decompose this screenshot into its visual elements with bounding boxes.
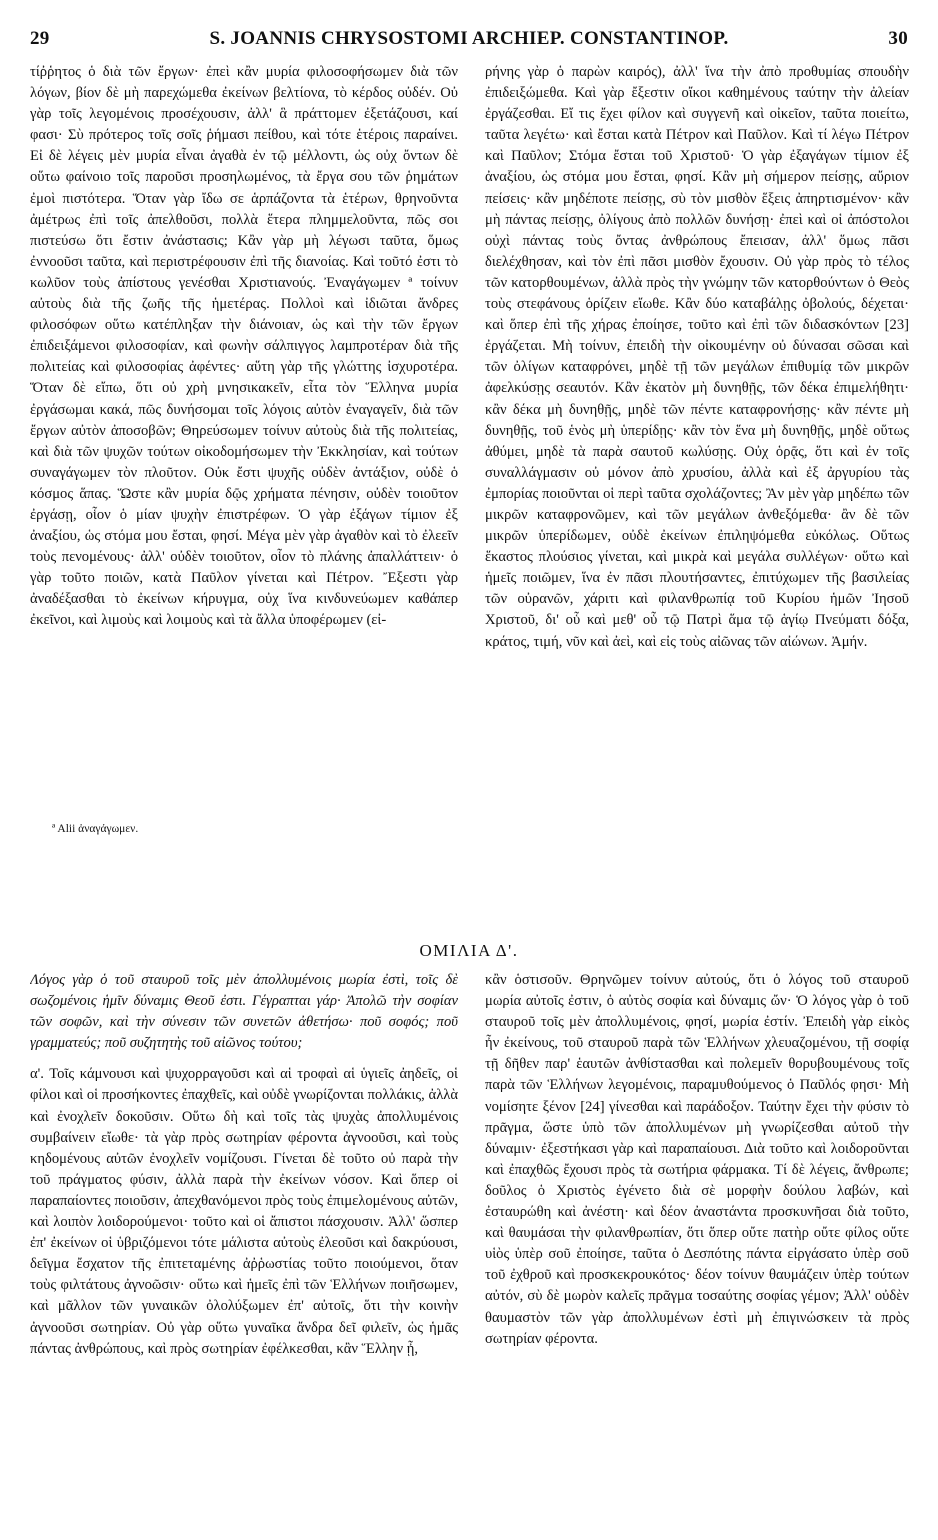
paragraph-text: τίῤῥητος ὁ διὰ τῶν ἔργων· ἐπεὶ κἂν μυρία φιλοσοφήσωμεν διὰ τῶν λόγων, βίον δὲ μὴ παρεχώμεθα ἐκείνων βελτίονα, τὸ κέρδος οὐδέν. Οὐ γὰρ τοῖς λεγομένοις προσέχουσιν, ἀλλ' ἃ πράττομεν ἐξετάζουσι, καί φασι· Σὺ πρότερος τοῖς σοῖς ῥήμασι πείθου, καὶ τότε ἑτέροις παραίνει. Εἰ δὲ λέγεις μὲν μυρία εἶναι ἀγαθὰ ἐν τῷ μέλλοντι, ὡς οὐχ ὄντων δὲ οὕτω φαίνοιο τοῖς παροῦσι προσηλωμένος, τὰ ἔργα σου τῶν ῥημάτων ἐμοὶ πιστότερα. Ὅταν γὰρ ἴδω σε ἁρπάζοντα τὰ ἑτέρων, θρηνοῦντα ἀμέτρως ἐπὶ τοῖς ἀπελθοῦσι, πολλὰ ἕτερα πλημμελοῦντα, πῶς σοι πιστεύσω ὅτι ἔστιν ἀνάστασις; Κἂν γὰρ μὴ λέγωσι ταῦτα, ὅμως ἐννοοῦσι ταῦτα, καὶ περιστρέφουσιν ἐπὶ τῆς διανοίας. Καὶ τοῦτό ἐστι τὸ κωλῦον τοὺς ἀπίστους γενέσθαι Χριστιανούς. Ἐναγάγωμεν ª τοίνυν αὐτοὺς διὰ τῆς ζωῆς τῆς ἡμετέρας. Πολλοὶ καὶ ἰδιῶται ἄνδρες φιλοσόφων οὕτω κατέπληξαν τὴν διάνοιαν, ὡς καὶ τὴν τῶν ἔργων ἐπιδειξάμενοι φιλοσοφίαν, καὶ φωνὴν σάλπιγγος λαμπροτέραν διὰ τῆς πολιτείας καὶ φιλοσοφίας ἀφέντες· αὕτη γὰρ τῆς γλώττης ἰσχυροτέρα. Ὅταν δὲ εἴπω, ὅτι οὐ χρὴ μνησικακεῖν, εἶτα τὸν Ἕλληνα μυρία ἐργάσωμαι κακά, πῶς δυνήσομαι τοῖς λόγοις αὐτὸν ἐναγαγεῖν, διὰ τῶν ἔργων αὐτὸν ἀποσοβῶν; Θηρεύσωμεν τοίνυν αὐτοὺς διὰ τῆς πολιτείας, καὶ διὰ τῶν ψυχῶν τούτων οἰκοδομήσωμεν τὴν Ἐκκλησίαν, καὶ τούτων συναγάγωμεν τὸν πλοῦτον. Οὐκ ἔστι ψυχῆς οὐδὲν ἀντάξιον, οὐδὲ ὁ κόσμος ἅπας. Ὥστε κἂν μυρία δῷς χρήματα πένησιν, οὐδὲν τοιοῦτον ἐργάσῃ, οἷον ὁ μίαν ψυχὴν ἐπιστρέφων. Ὁ γὰρ ἐξάγων τίμιον ἐξ ἀναξίου, ὡς στόμα μου ἔσται, φησί. Μέγα μὲν γὰρ ἀγαθὸν καὶ τὸ ἐλεεῖν τοὺς πενομένους· ἀλλ' οὐδὲν τοιοῦτον, οἷον τὸ πλάνης ἀπαλλάττειν· ὁ γὰρ τοῦτο ποιῶν, κατὰ Παῦλον γίνεται καὶ Πέτρον. Ἔξεστι γὰρ ἀναδέξασθαι τὸ ἐκείνων κήρυγμα, οὐχ ἵνα κινδυνεύωμεν καθάπερ ἐκεῖνοι, καὶ λιμοὺς καὶ λοιμοὺς καὶ τὰ ἄλλα ὑποφέρωμεν (εἰ- [30, 64, 458, 629]
homily-title: ΟΜΙΛΙΑ Δ'. [419, 941, 519, 960]
paragraph-text: ρήνης γὰρ ὁ παρὼν καιρός), ἀλλ' ἵνα τὴν ἀπὸ προθυμίας σπουδὴν ἐπιδειξώμεθα. Καὶ γὰρ ἔξεστιν οἴκοι καθημένους ταύτην τὴν ἀλείαν ἐργάζεσθαι. Εἴ τις ἔχει φίλον καὶ συγγενῆ καὶ οἰκεῖον, ταῦτα ποιείτω, ταῦτα λεγέτω· καὶ ἔσται κατὰ Πέτρον καὶ Παῦλον. Καὶ τί λέγω Πέτρον καὶ Παῦλον; Στόμα ἔσται τοῦ Χριστοῦ· Ὁ γὰρ ἐξαγάγων τίμιον ἐξ ἀναξίου, ὡς στόμα μου ἔσται, φησί. Κἂν μὴ σήμερον πείσῃς, αὔριον πείσεις· κἂν μηδέποτε πείσῃς, σὺ τὸν μισθὸν ἕξεις ἀπηρτισμένον· κἂν μὴ πάντας πείσῃς, ὀλίγους ἀπὸ πολλῶν δυνήσῃ· ἐπεὶ καὶ οἱ ἀπόστολοι οὐχὶ πάντας τοὺς ὄντας ἀνθρώπους ἔπεισαν, ἀλλ' ὅμως πᾶσι διελέχθησαν, καὶ τὸν ἐπὶ πᾶσι μισθὸν ἔχουσιν. Οὐ γὰρ πρὸς τὸ τέλος τῶν κατορθουμένων, ἀλλὰ πρὸς τὴν γνώμην τῶν κατορθούντων ὁ Θεὸς τοὺς στεφάνους ὁρίζειν εἴωθε. Κἂν δύο καταβάλῃς ὀβολούς, δέχεται· καὶ ὅπερ ἐπὶ τῆς χήρας ἐποίησε, τοῦτο καὶ ἐπὶ τῶν διδασκόντων [23] ἐργάζεται. Μὴ τοίνυν, ἐπειδὴ τὴν οἰκουμένην οὐ δύνασαι σῶσαι καὶ τῶν ὀλίγων καταφρόνει, μηδὲ τῇ τῶν μεγάλων ἐπιθυμίᾳ τῶν μικρῶν ἀφελκύσῃς σεαυτόν. Κἂν ἑκατὸν μὴ δυνηθῇς, τῶν δέκα ἐπιμελήθητι· κἂν δέκα μὴ δυνηθῇς, μηδὲ τῶν πέντε καταφρονήσῃς· κἂν πέντε μὴ δυνηθῇς, τοῦ ἑνὸς μὴ ὑπερίδῃς· κἂν τὸν ἕνα μὴ δυνηθῇς, μηδὲ οὕτως ἀθύμει, μηδὲ τὰ παρὰ σαυτοῦ κωλύσῃς. Οὐχ ὁρᾷς, ὅτι καὶ ἐν τοῖς συναλλάγμασιν οὐ μόνον ἀπὸ χρυσίου, ἀλλὰ καὶ ἐξ ἀργυρίου τὰς ἐμπορίας ποιοῦνται οἱ περὶ ταῦτα σχολάζοντες; Ἂν μὲν γὰρ μηδέπω τῶν μικρῶν καταφρονῶμεν, καὶ τῶν μεγάλων ἀνθεξόμεθα· ἂν δὲ τῶν μικρῶν ὑπερίδωμεν, οὐδὲ ἐκείνων ἐπιληψόμεθα εὐκόλως. Οὕτως ἕκαστος πλούσιος γίνεται, καὶ μικρὰ καὶ μεγάλα συλλέγων· οὕτω καὶ ἡμεῖς ποιῶμεν, ἵνα ἐν πᾶσι πλουτήσαντες, ἐπιτύχωμεν τῆς βασιλείας τῶν οὐρανῶν, χάριτι καὶ φιλανθρωπίᾳ τοῦ Κυρίου ἡμῶν Ἰησοῦ Χριστοῦ, δι' οὗ καὶ μεθ' οὗ τῷ Πατρὶ ἅμα τῷ ἁγίῳ Πνεύματι δόξα, κράτος, τιμή, νῦν καὶ ἀεὶ, καὶ εἰς τοὺς αἰῶνας τῶν αἰώνων. Ἀμήν. [485, 64, 909, 650]
page-number-right: 30 [888, 28, 908, 49]
column-top-right [485, 62, 909, 822]
column-top-left [30, 62, 458, 782]
column-bottom-right [485, 970, 909, 1525]
footnote: ª Alii ἀναγάγωμεν. [52, 823, 139, 835]
running-head [30, 28, 908, 54]
scripture-lemma: Λόγος γὰρ ὁ τοῦ σταυροῦ τοῖς μὲν ἀπολλυμένοις μωρία ἐστὶ, τοῖς δὲ σωζομένοις ἡμῖν δύναμις Θεοῦ ἐστι. Γέγραπται γάρ· Ἀπολῶ τὴν σοφίαν τῶν σοφῶν, καὶ τὴν σύνεσιν τῶν συνετῶν ἀθετήσω· ποῦ σοφός; ποῦ γραμματεύς; ποῦ συζητητὴς τοῦ αἰῶνος τούτου; [30, 972, 458, 1052]
page-number-left: 29 [30, 28, 50, 49]
running-title: S. JOANNIS CHRYSOSTOMI ARCHIEP. CONSTANTINOP. [209, 28, 729, 49]
column-bottom-left [30, 970, 458, 1525]
paragraph-text: α'. Τοῖς κάμνουσι καὶ ψυχορραγοῦσι καὶ αἱ τροφαὶ αἱ ὑγιεῖς ἀηδεῖς, οἱ φίλοι καὶ οἱ προσήκοντες ἐπαχθεῖς, καὶ οὐδὲ γνωρίζονται πολλάκις, ἀλλὰ καὶ ἐνοχλεῖν δοκοῦσιν. Οὕτω δὴ καὶ τοῖς τὰς ψυχὰς ἀπολλυμένοις συμβαίνειν εἴωθε· τὰ γὰρ πρὸς σωτηρίαν φέροντα ἀγνοοῦσι, καὶ τοὺς κηδομένους αὐτῶν ἐνοχλεῖν νομίζουσι. Γίνεται δὲ τοῦτο οὐ παρὰ τὴν τοῦ πράγματος φύσιν, ἀλλὰ παρὰ τὴν ἐκείνων νόσον. Καὶ ὅπερ οἱ παραπαίοντες ποιοῦσιν, ἀπεχθανόμενοι πρὸς τοὺς ἐπιμελομένους αὐτῶν, καὶ λοιπὸν λοιδορούμενοι· τοῦτο καὶ οἱ ἄπιστοι πάσχουσιν. Ἀλλ' ὥσπερ ἐπ' ἐκείνων οἱ ὑβριζόμενοι τότε μάλιστα αὐτοὺς ἐλεοῦσι καὶ δακρύουσι, δεῖγμα ἔσχατον τῆς ἐπιτεταμένης ἀῤῥωστίας τοῦτο ποιούμενοι, ὅταν τοὺς φιλτάτους ἀγνοῶσιν· οὕτω καὶ ἡμεῖς ἐπὶ τῶν Ἑλλήνων ποιῆσωμεν, καὶ μᾶλλον τῶν γυναικῶν ὀλολύξωμεν ἐπ' αὐτοῖς, ὅτι τὴν κοινὴν ἀγνοοῦσι σωτηρίαν. Οὐ γὰρ οὕτω γυναῖκα ἄνδρα δεῖ φιλεῖν, ὡς ἡμᾶς πάντας ἀνθρώπους, καὶ πρὸς σωτηρίαν ἐφέλκεσθαι, κἂν Ἕλλην ᾖ, [30, 1066, 458, 1357]
paragraph-text: κἂν ὁστισοῦν. Θρηνῶμεν τοίνυν αὐτούς, ὅτι ὁ λόγος τοῦ σταυροῦ μωρία αὐτοῖς ἐστιν, ὁ αὐτὸς σοφία καὶ δύναμις ὤν· Ὁ λόγος γὰρ ὁ τοῦ σταυροῦ τοῖς μὲν ἀπολλυμένοις, φησί, μωρία ἐστίν. Ἐπειδὴ γὰρ εἰκὸς ἦν ἐκείνους, τοῦ σταυροῦ παρὰ τῶν Ἑλλήνων χλευαζομένου, τῇ σοφίᾳ τῇ δῆθεν παρ' ἑαυτῶν ἀνθίστασθαι καὶ πολεμεῖν θορυβουμένους τοῖς παρὰ τῶν Ἑλλήνων λεγομένοις, παραμυθούμενος ὁ Παῦλός φησι· Μὴ νομίσητε ξένον [24] γίνεσθαι καὶ παράδοξον. Ταύτην ἔχει τὴν φύσιν τὸ πρᾶγμα, ὥστε ὑπὸ τῶν ἀπολλυμένων μὴ γνωρίζεσθαι αὐτοῦ τὴν δύναμιν· ἐξεστήκασι γὰρ καὶ παραπαίουσι. Διὰ τοῦτο καὶ λοιδοροῦνται καὶ ἐπαχθῶς ἔχουσι πρὸς τὰ σωτήρια φάρμακα. Τί δὲ λέγεις, ἄνθρωπε; δοῦλος ὁ Χριστὸς ἐγένετο διὰ σὲ μορφὴν δούλου λαβών, καὶ ἐσταυρώθη καὶ ἀνέστη· καὶ δέον ἀναστάντα προσκυνῆσαι διὰ τοῦτο, καὶ θαυμάσαι τὴν φιλανθρωπίαν, ὅτι ὅπερ οὔτε πατὴρ οὔτε φίλος οὔτε υἱὸς ὑπὲρ σοῦ ἐποίησε, ταῦτα ὁ Δεσπότης πάντα εἰργάσατο ὑπὲρ σοῦ τοῦ ἐχθροῦ καὶ προσκεκρουκότος· δέον τοίνυν θαυμάζειν ὑπὲρ τούτων αὐτόν, σὺ δὲ μωρὸν καλεῖς πρᾶγμα τοσαύτης σοφίας γέμον; Ἀλλ' οὐδὲν θαυμαστὸν τῶν γὰρ ἀπολλυμένων ἐστὶ μὴ ἐπιγινώσκειν τὰ πρὸς σωτηρίαν φέροντα. [485, 972, 909, 1347]
